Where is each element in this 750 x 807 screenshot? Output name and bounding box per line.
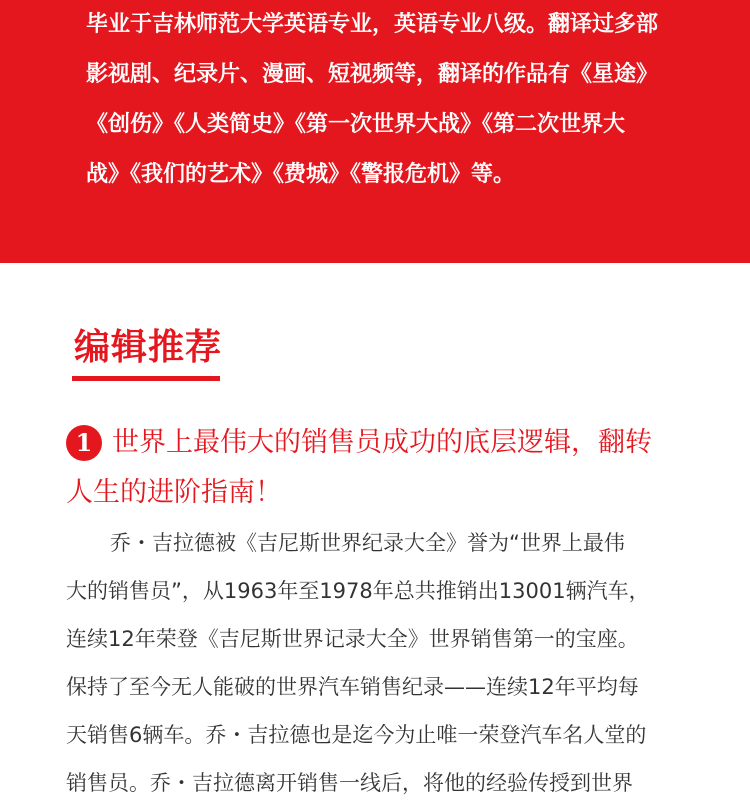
bio-line: 战》《我们的艺术》《费城》《警报危机》等。 [86, 162, 516, 187]
bio-line: 影视剧、纪录片、漫画、短视频等，翻译的作品有《星途》 [86, 62, 659, 87]
body-line: 保持了至今无人能破的世界汽车销售纪录——连续12年平均每 [66, 675, 639, 699]
point-number-badge: 1 [66, 425, 102, 461]
section-title: 编辑推荐 [74, 327, 223, 368]
point-heading [66, 418, 716, 518]
point-heading-line: 人生的进阶指南！ [66, 477, 282, 508]
point-body [66, 519, 706, 807]
body-line: 大的销售员”，从1963年至1978年总共推销出13001辆汽车， [66, 579, 650, 603]
body-line: 连续12年荣登《吉尼斯世界记录大全》世界销售第一的宝座。 [66, 627, 639, 651]
point-heading-line: 世界上最伟大的销售员成功的底层逻辑，翻转 [112, 427, 652, 458]
translator-bio-text [86, 0, 706, 200]
bio-line: 毕业于吉林师范大学英语专业，英语专业八级。翻译过多部 [86, 12, 659, 37]
body-line: 销售员。乔・吉拉德离开销售一线后，将他的经验传授到世界 [66, 771, 633, 795]
body-line: 乔・吉拉德被《吉尼斯世界纪录大全》誉为“世界上最伟 [110, 531, 625, 555]
title-underline [72, 376, 220, 381]
bio-line: 《创伤》《人类简史》《第一次世界大战》《第二次世界大 [86, 112, 626, 137]
body-line: 天销售6辆车。乔・吉拉德也是迄今为止唯一荣登汽车名人堂的 [66, 723, 647, 747]
translator-bio-banner [0, 0, 750, 263]
